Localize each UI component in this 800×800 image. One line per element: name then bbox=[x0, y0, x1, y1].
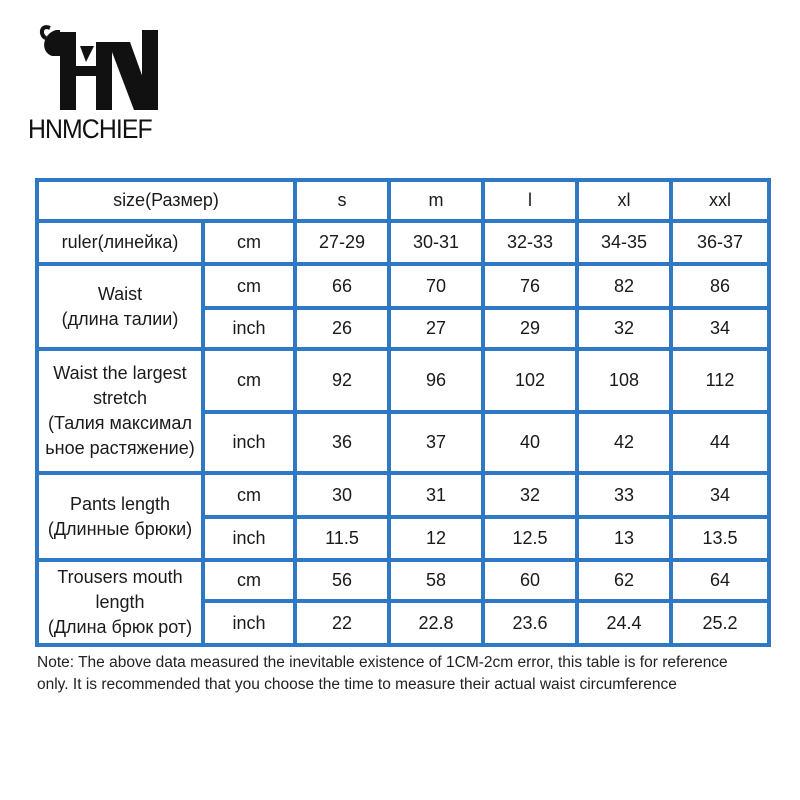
measure-label-line: (Длинные брюки) bbox=[47, 518, 193, 539]
value-cell: 29 bbox=[483, 308, 577, 349]
value-cell: 92 bbox=[295, 349, 389, 412]
value-cell: 42 bbox=[577, 412, 671, 473]
measure-label-line: Pants length bbox=[69, 493, 171, 514]
unit-cell: cm bbox=[203, 349, 295, 412]
value-cell: 108 bbox=[577, 349, 671, 412]
disclaimer-note: Note: The above data measured the inevitable existence of 1CM-2cm error, this table is for reference only. It is recommended that you choose the time to measure their actual waist circumference bbox=[37, 654, 728, 693]
value-cell: 27-29 bbox=[295, 221, 389, 264]
value-cell: 33 bbox=[577, 473, 671, 517]
value-cell: 30-31 bbox=[389, 221, 483, 264]
size-chart-table bbox=[35, 178, 771, 647]
unit-cell: cm bbox=[203, 560, 295, 601]
value-cell: 22 bbox=[295, 601, 389, 645]
value-cell: 32 bbox=[483, 473, 577, 517]
unit-cell: inch bbox=[203, 517, 295, 560]
unit-cell: inch bbox=[203, 412, 295, 473]
value-cell: 24.4 bbox=[577, 601, 671, 645]
size-header-cell: xxl bbox=[671, 180, 769, 221]
value-cell: 86 bbox=[671, 264, 769, 308]
value-cell: 82 bbox=[577, 264, 671, 308]
ruler-row bbox=[37, 221, 769, 264]
value-cell: 31 bbox=[389, 473, 483, 517]
value-cell: 64 bbox=[671, 560, 769, 601]
measure-row bbox=[37, 264, 769, 308]
value-cell: 76 bbox=[483, 264, 577, 308]
measure-label-line: ьное растяжение) bbox=[45, 438, 195, 458]
measure-row bbox=[37, 349, 769, 412]
value-cell: 70 bbox=[389, 264, 483, 308]
unit-cell: cm bbox=[203, 221, 295, 264]
unit-cell: cm bbox=[203, 473, 295, 517]
value-cell: 34-35 bbox=[577, 221, 671, 264]
value-cell: 13.5 bbox=[671, 517, 769, 560]
measure-label bbox=[37, 473, 203, 560]
value-cell: 37 bbox=[389, 412, 483, 473]
value-cell: 26 bbox=[295, 308, 389, 349]
value-cell: 34 bbox=[671, 473, 769, 517]
value-cell: 58 bbox=[389, 560, 483, 601]
measure-label-line: Trousers mouth bbox=[57, 567, 183, 587]
ruler-label: ruler(линейка) bbox=[37, 221, 203, 264]
size-header-cell: xl bbox=[577, 180, 671, 221]
unit-cell: cm bbox=[203, 264, 295, 308]
size-header-cell: m bbox=[389, 180, 483, 221]
value-cell: 25.2 bbox=[671, 601, 769, 645]
value-cell: 102 bbox=[483, 349, 577, 412]
value-cell: 32-33 bbox=[483, 221, 577, 264]
brand-logo bbox=[28, 22, 178, 142]
value-cell: 12.5 bbox=[483, 517, 577, 560]
size-header-cell: s bbox=[295, 180, 389, 221]
measure-label bbox=[37, 560, 203, 645]
value-cell: 32 bbox=[577, 308, 671, 349]
value-cell: 30 bbox=[295, 473, 389, 517]
value-cell: 44 bbox=[671, 412, 769, 473]
measure-label bbox=[37, 349, 203, 473]
measure-label-line: (Длина брюк рот) bbox=[47, 617, 193, 637]
size-header-cell: l bbox=[483, 180, 577, 221]
value-cell: 36-37 bbox=[671, 221, 769, 264]
hnmchief-cat-logo-icon bbox=[38, 22, 163, 112]
header-row bbox=[37, 180, 769, 221]
measure-label-line: Waist bbox=[97, 283, 143, 304]
value-cell: 60 bbox=[483, 560, 577, 601]
measure-label bbox=[37, 264, 203, 349]
value-cell: 22.8 bbox=[389, 601, 483, 645]
measure-label-line: (длина талии) bbox=[61, 308, 179, 329]
value-cell: 11.5 bbox=[295, 517, 389, 560]
value-cell: 27 bbox=[389, 308, 483, 349]
measure-row bbox=[37, 560, 769, 601]
measure-label-line: (Талия максимал bbox=[48, 413, 192, 433]
value-cell: 66 bbox=[295, 264, 389, 308]
value-cell: 13 bbox=[577, 517, 671, 560]
value-cell: 56 bbox=[295, 560, 389, 601]
measure-label-line: stretch bbox=[92, 388, 148, 408]
value-cell: 36 bbox=[295, 412, 389, 473]
measure-label-line: Waist the largest bbox=[53, 363, 187, 383]
value-cell: 34 bbox=[671, 308, 769, 349]
value-cell: 23.6 bbox=[483, 601, 577, 645]
value-cell: 40 bbox=[483, 412, 577, 473]
brand-name: HNMCHIEF bbox=[28, 114, 152, 144]
value-cell: 12 bbox=[389, 517, 483, 560]
size-header-label: size(Размер) bbox=[37, 180, 295, 221]
measure-label-line: length bbox=[95, 592, 145, 612]
value-cell: 96 bbox=[389, 349, 483, 412]
value-cell: 62 bbox=[577, 560, 671, 601]
measure-row bbox=[37, 473, 769, 517]
unit-cell: inch bbox=[203, 308, 295, 349]
value-cell: 112 bbox=[671, 349, 769, 412]
unit-cell: inch bbox=[203, 601, 295, 645]
